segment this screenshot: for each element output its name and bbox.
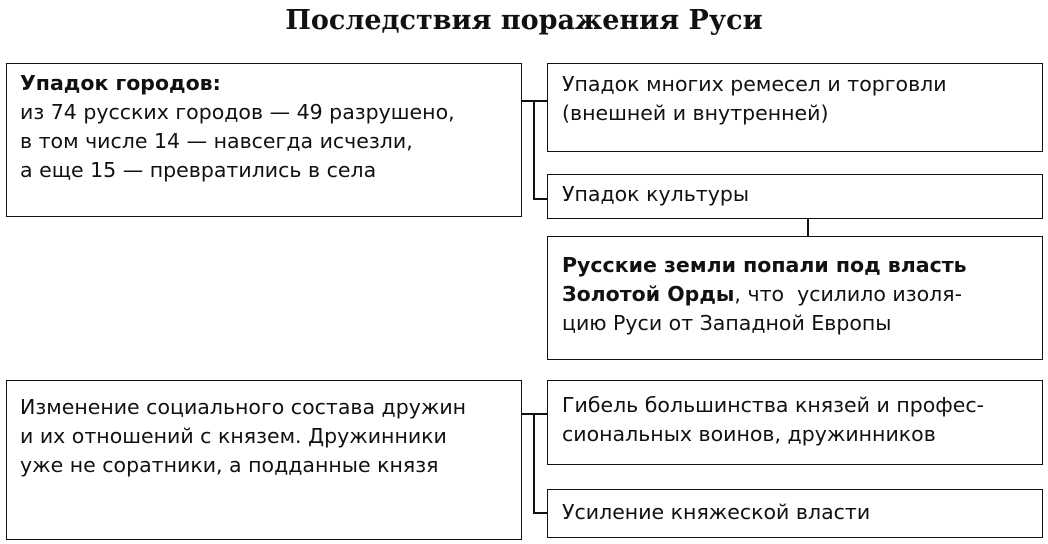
decline-culture-text: Упадок культуры — [562, 182, 750, 206]
decline-cities-heading: Упадок городов: — [20, 71, 221, 95]
social-change-line-2: и их отношений с князем. Дружинники — [20, 424, 447, 448]
connector-social-spine — [533, 413, 535, 513]
connector-to-culture — [533, 198, 548, 200]
connector-culture-horde — [807, 218, 809, 237]
death-princes-line-2: сиональных воинов, дружинников — [562, 422, 936, 446]
social-change-line-3: уже не соратники, а подданные князя — [20, 453, 439, 477]
decline-cities-line-3: а еще 15 — превратились в села — [20, 158, 377, 182]
connector-to-princely-power — [533, 512, 548, 514]
social-change-line-1: Изменение социального состава дружин — [20, 395, 467, 419]
box-decline-cities — [6, 63, 522, 217]
box-death-princes — [547, 380, 1043, 465]
box-decline-culture — [547, 174, 1043, 219]
decline-cities-line-2: в том числе 14 — навсегда исчезли, — [20, 129, 413, 153]
connector-cities-spine — [533, 100, 535, 199]
box-princely-power — [547, 489, 1043, 538]
connector-to-princes — [533, 413, 548, 415]
princely-power-text: Усиление княжеской власти — [562, 500, 871, 524]
box-decline-crafts — [547, 63, 1043, 152]
golden-horde-line-2-rest: , что усилило изоля- — [734, 282, 962, 306]
decline-cities-line-1: из 74 русских городов — 49 разрушено, — [20, 100, 455, 124]
box-golden-horde — [547, 236, 1043, 360]
death-princes-line-1: Гибель большинства князей и профес- — [562, 393, 985, 417]
golden-horde-line-1: Русские земли попали под власть — [562, 253, 967, 277]
golden-horde-line-2 — [562, 280, 1042, 309]
diagram-title: Последствия поражения Руси — [285, 5, 763, 36]
golden-horde-line-3: цию Руси от Западной Европы — [562, 311, 892, 335]
connector-to-crafts — [533, 100, 548, 102]
decline-crafts-line-2: (внешней и внутренней) — [562, 101, 829, 125]
golden-horde-bold-name: Золотой Орды — [562, 282, 735, 306]
box-social-change — [6, 380, 522, 540]
decline-crafts-line-1: Упадок многих ремесел и торговли — [562, 72, 947, 96]
